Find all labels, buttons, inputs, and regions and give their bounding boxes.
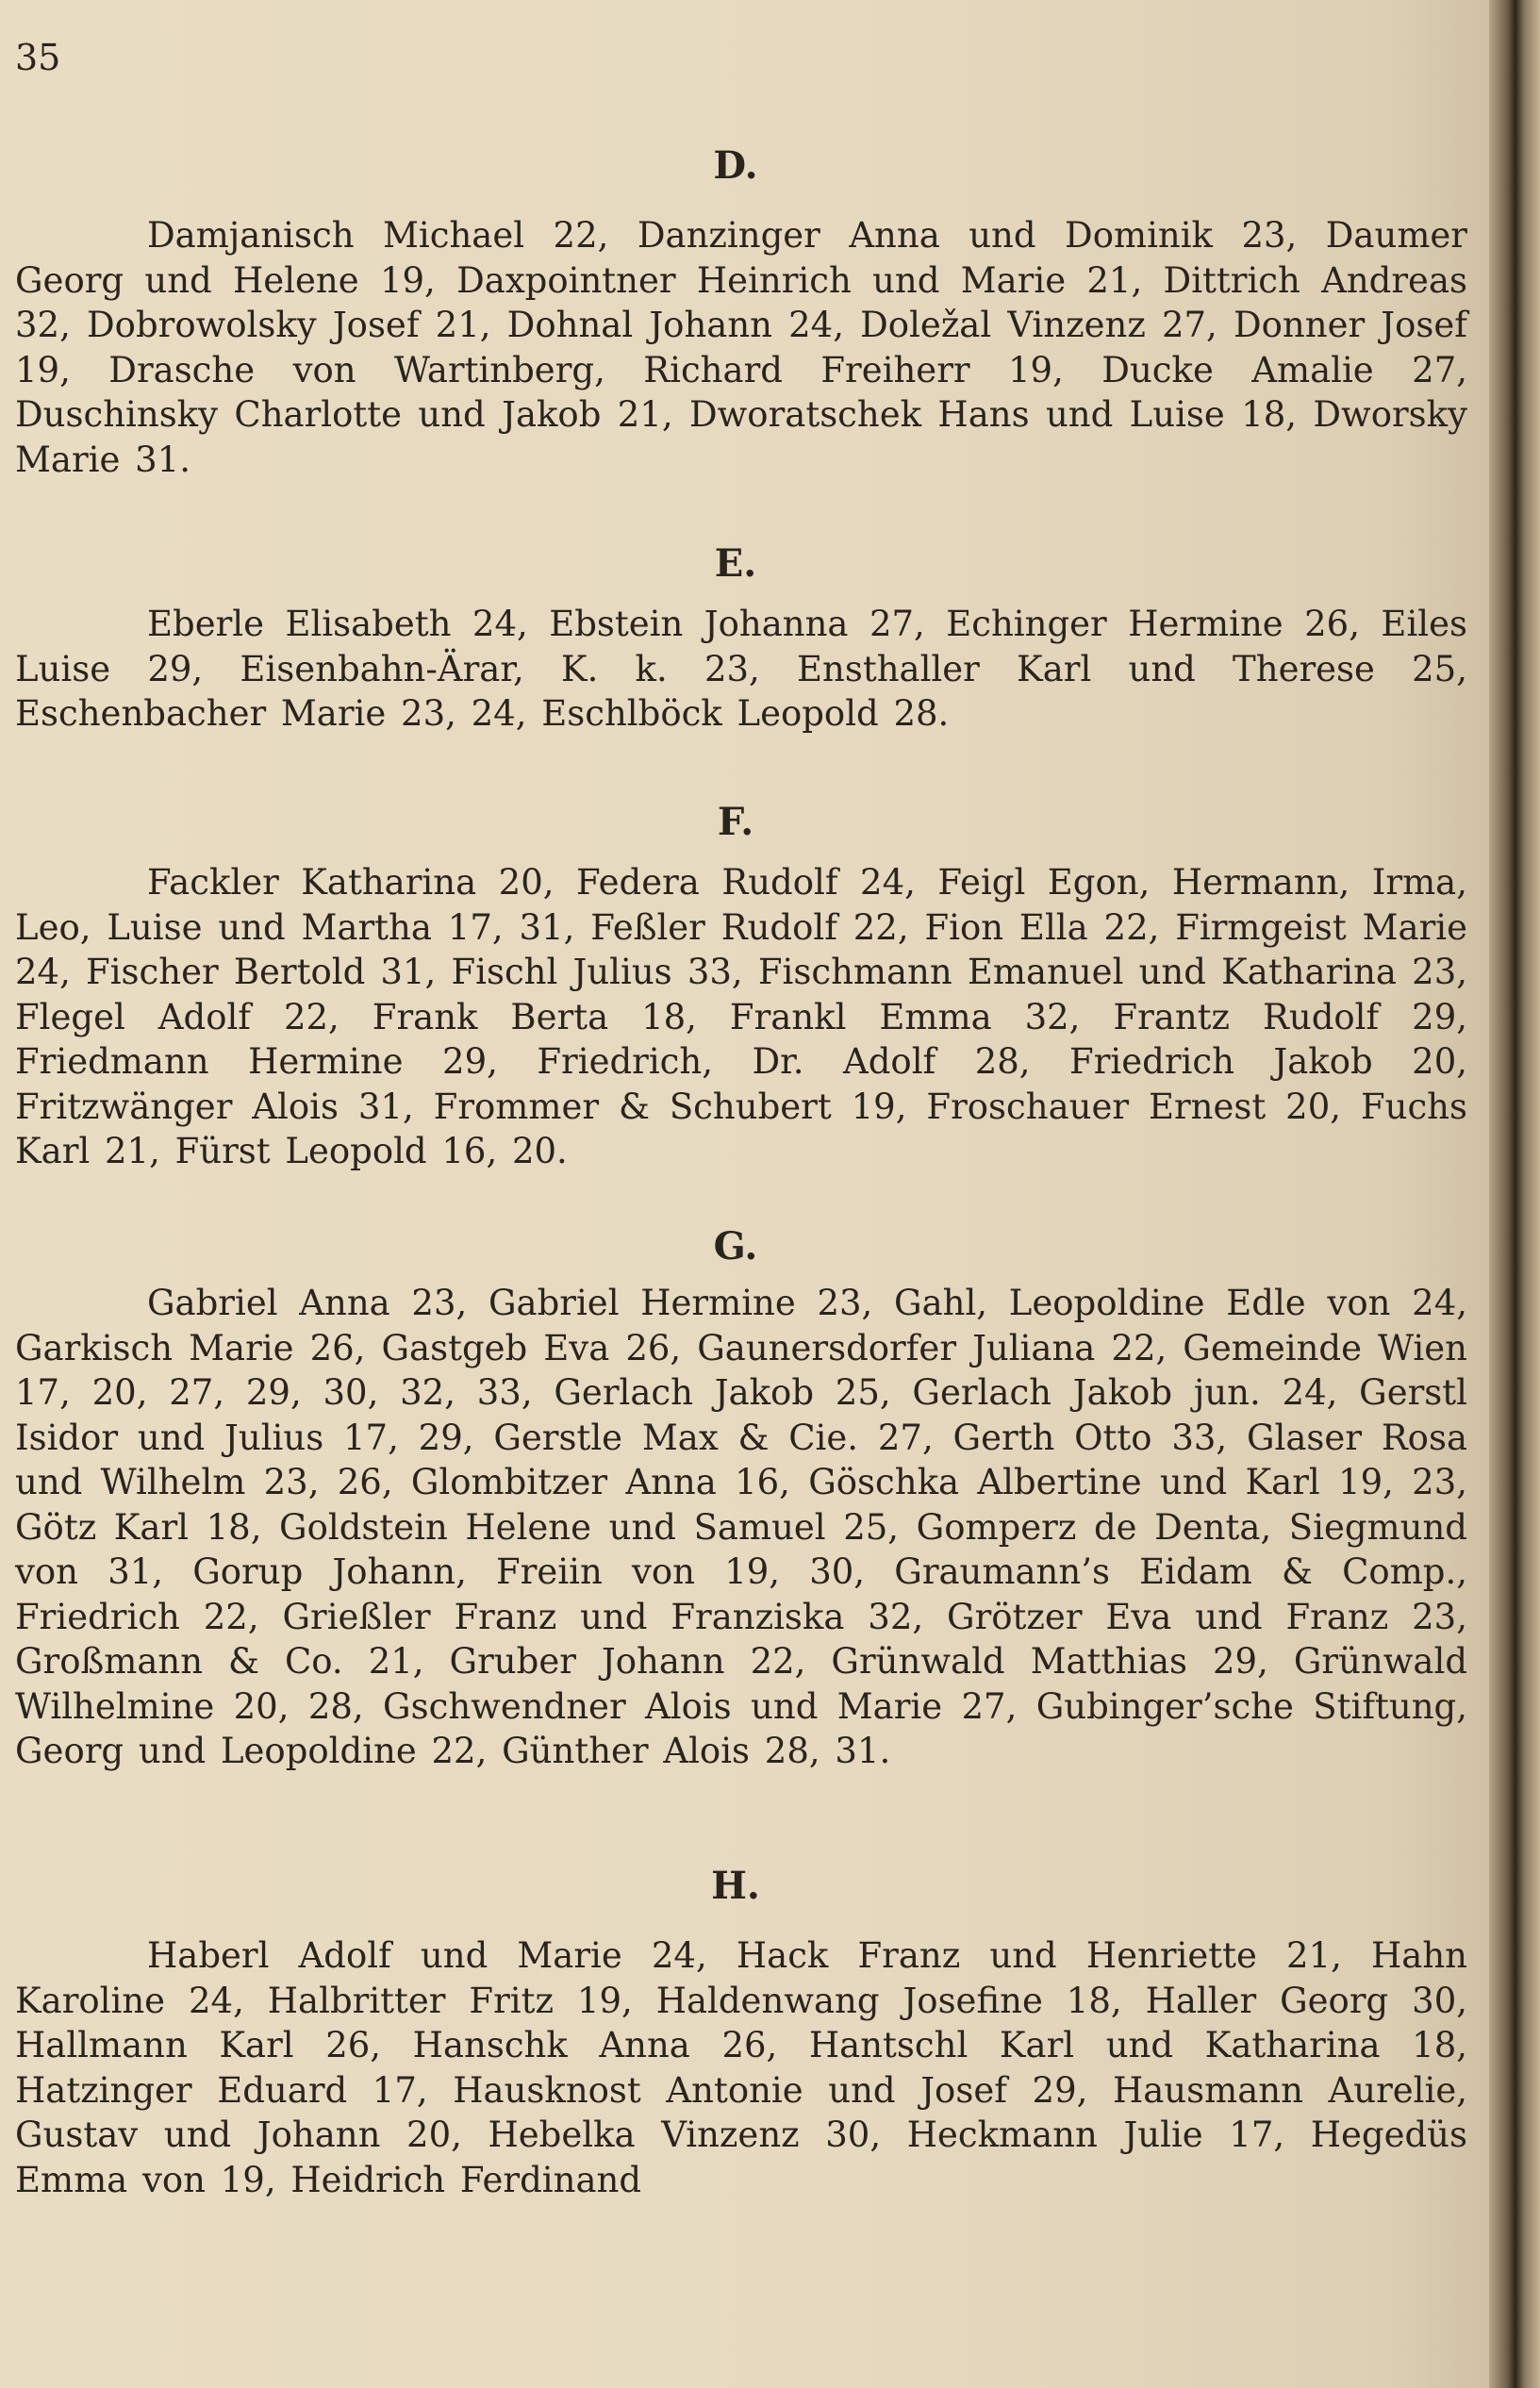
section-text-g: Gabriel Anna 23, Gabriel Hermine 23, Gahl, Leopoldine Edle von 24, Garkisch Marie 26, Gastgeb Eva 26, Gaunersdorfer Juliana 22, Gemeinde Wien 17, 20, 27, 29, 30, 32, 33, Gerlach Jakob 25, Gerlach Jakob jun. 24, Gerstl Isidor und Julius 17, 29, Gerstle Max & Cie. 27, Gerth Otto 33, Glaser Rosa und Wilhelm 23, 26, Glombitzer Anna 16, Göschka Albertine und Karl 19, 23, Götz Karl 18, Goldstein Helene und Samuel 25, Gomperz de Denta, Siegmund von 31, Gorup Johann, Freiin von 19, 30, Graumann’s Eidam & Comp., Friedrich 22, Grießler Franz und Franziska 32, Grötzer Eva und Franz 23, Großmann & Co. 21, Gruber Johann 22, Grünwald Matthias 29, Grünwald Wilhelmine 20, 28, Gschwendner Alois und Marie 27, Gubinger’sche Stiftung, Georg und Leopoldine 22, Günther Alois 28, 31. <box>15 1283 1467 1771</box>
section-heading-e: E. <box>714 541 757 586</box>
section-heading-h: H. <box>711 1864 760 1908</box>
section-heading-f: F. <box>717 800 754 844</box>
section-text-h: Haberl Adolf und Marie 24, Hack Franz und Henriette 21, Hahn Karoline 24, Halbritter Fritz 19, Haldenwang Josefine 18, Haller Georg 30, Hallmann Karl 26, Hanschk Anna 26, Hantschl Karl und Katharina 18, Hatzinger Eduard 17, Hausknost Antonie und Josef 29, Hausmann Aurelie, Gustav und Johann 20, Hebelka Vinzenz 30, Heckmann Julie 17, Hegedüs Emma von 19, Heidrich Ferdinand <box>15 1935 1467 2200</box>
section-text-f: Fackler Katharina 20, Federa Rudolf 24, Feigl Egon, Hermann, Irma, Leo, Luise und Martha 17, 31, Feßler Rudolf 22, Fion Ella 22, Firmgeist Marie 24, Fischer Bertold 31, Fischl Julius 33, Fischmann Emanuel und Katharina 23, Flegel Adolf 22, Frank Berta 18, Frankl Emma 32, Frantz Rudolf 29, Friedmann Hermine 29, Friedrich, Dr. Adolf 28, Friedrich Jakob 20, Fritzwänger Alois 31, Frommer & Schubert 19, Froschauer Ernest 20, Fuchs Karl 21, Fürst Leopold 16, 20. <box>15 862 1467 1171</box>
section-text-e: Eberle Elisabeth 24, Ebstein Johanna 27, Echinger Hermine 26, Eiles Luise 29, Eisenbahn-Ärar, K. k. 23, Ensthaller Karl und Therese 25, Eschenbacher Marie 23, 24, Eschlböck Leopold 28. <box>15 604 1467 734</box>
section-text-d: Damjanisch Michael 22, Danzinger Anna und Dominik 23, Daumer Georg und Helene 19, Daxpointner Heinrich und Marie 21, Dittrich Andreas 32, Dobrowolsky Josef 21, Dohnal Johann 24, Doležal Vinzenz 27, Donner Josef 19, Drasche von Wartinberg, Richard Freiherr 19, Ducke Amalie 27, Duschinsky Charlotte und Jakob 21, Dworatschek Hans und Luise 18, Dworsky Marie 31. <box>15 215 1467 480</box>
page-number: 35 <box>15 37 61 78</box>
section-heading-d: D. <box>713 143 758 188</box>
section-heading-g: G. <box>713 1224 758 1269</box>
page-edge <box>1489 0 1540 2388</box>
